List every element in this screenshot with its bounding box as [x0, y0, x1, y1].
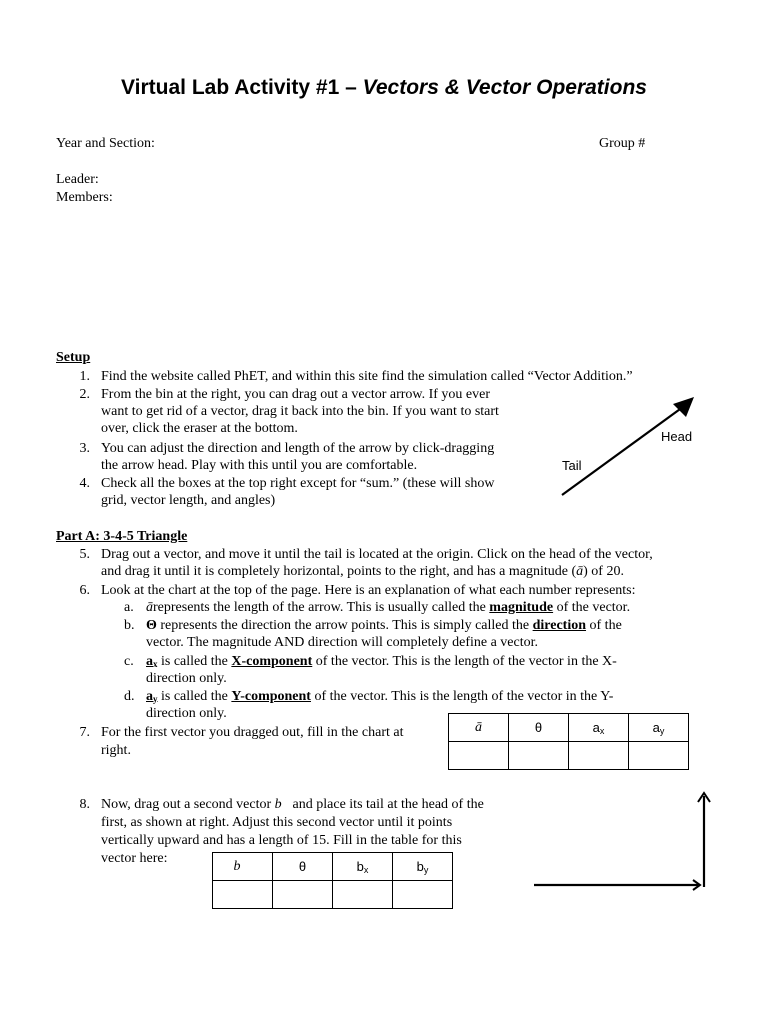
table-header-cell: $b_y$	[393, 853, 453, 881]
table-header-cell: ā	[449, 714, 509, 742]
item-7-line: right.	[101, 743, 131, 758]
item-5-num: 5.	[79, 547, 90, 562]
table-header-cell: θ	[273, 853, 333, 881]
setup-item-2-num: 2.	[79, 387, 90, 402]
item-6c-line2: direction only.	[146, 671, 227, 686]
table-row	[449, 742, 689, 770]
item-5-line: Drag out a vector, and move it until the tail is located at the origin. Click on the head of the vector,	[101, 547, 653, 562]
table-header-cell: $a_y$	[629, 714, 689, 742]
setup-item-1-text: Find the website called PhET, and within this site find the simulation called “Vector Addition.”	[101, 369, 633, 384]
setup-item-3-line: the arrow head. Play with this until you are comfortable.	[101, 458, 418, 473]
setup-item-3-num: 3.	[79, 441, 90, 456]
item-8-num: 8.	[79, 797, 90, 812]
item-6a-text: ārepresents the length of the arrow. This is usually called the magnitude of the vector.	[146, 600, 631, 615]
item-6d-line2: direction only.	[146, 706, 227, 721]
table-header-cell: θ	[509, 714, 569, 742]
item-5-line: and drag it until it is completely horizontal, points to the right, and has a magnitude (ā) of 20.	[101, 564, 624, 579]
tail-label: Tail	[562, 458, 582, 473]
item-6-num: 6.	[79, 583, 90, 598]
item-6b-letter: b.	[124, 618, 135, 633]
answer-cell[interactable]	[569, 742, 629, 770]
table-header-cell: $b_x$	[333, 853, 393, 881]
item-6c-text: $a_x$ is called the X-component of the vector. This is the length of the vector in the X-	[146, 654, 617, 669]
vector-b-table	[212, 852, 453, 909]
vector-arrow-shaft	[562, 404, 687, 495]
members-label: Members:	[56, 190, 113, 205]
item-6a-letter: a.	[124, 600, 134, 615]
answer-cell[interactable]	[333, 881, 393, 909]
answer-cell[interactable]	[393, 881, 453, 909]
table-header-cell: b⃗	[213, 853, 273, 881]
setup-item-4-line: grid, vector length, and angles)	[101, 493, 276, 508]
table-row	[213, 881, 453, 909]
vector-a-table	[448, 713, 689, 770]
arrow-head-icon	[673, 397, 694, 417]
setup-item-3-line: You can adjust the direction and length of the arrow by click-dragging	[101, 441, 495, 456]
table-header-cell: $a_x$	[569, 714, 629, 742]
head-label: Head	[661, 429, 693, 444]
item-6c-letter: c.	[124, 654, 134, 669]
setup-item-4-num: 4.	[79, 476, 90, 491]
vector-sum-diagram	[528, 786, 718, 896]
page-title: Virtual Lab Activity #1 – Vectors & Vector Operations	[121, 76, 647, 99]
vector-diagram	[555, 390, 705, 505]
setup-heading: Setup	[56, 350, 91, 365]
item-8-line: vertically upward and has a length of 15. Fill in the table for this	[101, 833, 462, 848]
part-a-heading: Part A: 3-4-5 Triangle	[56, 529, 188, 544]
group-label: Group #	[599, 136, 646, 151]
table-header-row	[213, 853, 453, 881]
setup-item-2-line: over, click the eraser at the bottom.	[101, 421, 298, 436]
setup-item-2-line: want to get rid of a vector, drag it back into the bin. If you want to start	[101, 404, 499, 419]
item-8-line: vector here:	[101, 851, 168, 866]
leader-label: Leader:	[56, 172, 99, 187]
item-6b-line2: vector. The magnitude AND direction will completely define a vector.	[146, 635, 539, 650]
item-6b-text: Θ represents the direction the arrow points. This is simply called the direction of the	[146, 618, 622, 633]
setup-item-4-line: Check all the boxes at the top right except for “sum.” (these will show	[101, 476, 495, 491]
item-6d-text: $a_y$ is called the Y-component of the vector. This is the length of the vector in the Y-	[146, 689, 614, 704]
answer-cell[interactable]	[449, 742, 509, 770]
year-section-label: Year and Section:	[56, 136, 155, 151]
table-header-row	[449, 714, 689, 742]
item-6-line: Look at the chart at the top of the page. Here is an explanation of what each number represents:	[101, 583, 636, 598]
item-8-line: first, as shown at right. Adjust this second vector until it points	[101, 815, 453, 830]
answer-cell[interactable]	[629, 742, 689, 770]
item-8-line: Now, drag out a second vector b⃗and place its tail at the head of the	[101, 797, 484, 812]
item-7-line: For the first vector you dragged out, fill in the chart at	[101, 725, 404, 740]
answer-cell[interactable]	[509, 742, 569, 770]
answer-cell[interactable]	[273, 881, 333, 909]
setup-item-2-line: From the bin at the right, you can drag out a vector arrow. If you ever	[101, 387, 491, 402]
answer-cell[interactable]	[213, 881, 273, 909]
item-6d-letter: d.	[124, 689, 135, 704]
setup-item-1-num: 1.	[79, 369, 90, 384]
item-7-num: 7.	[79, 725, 90, 740]
